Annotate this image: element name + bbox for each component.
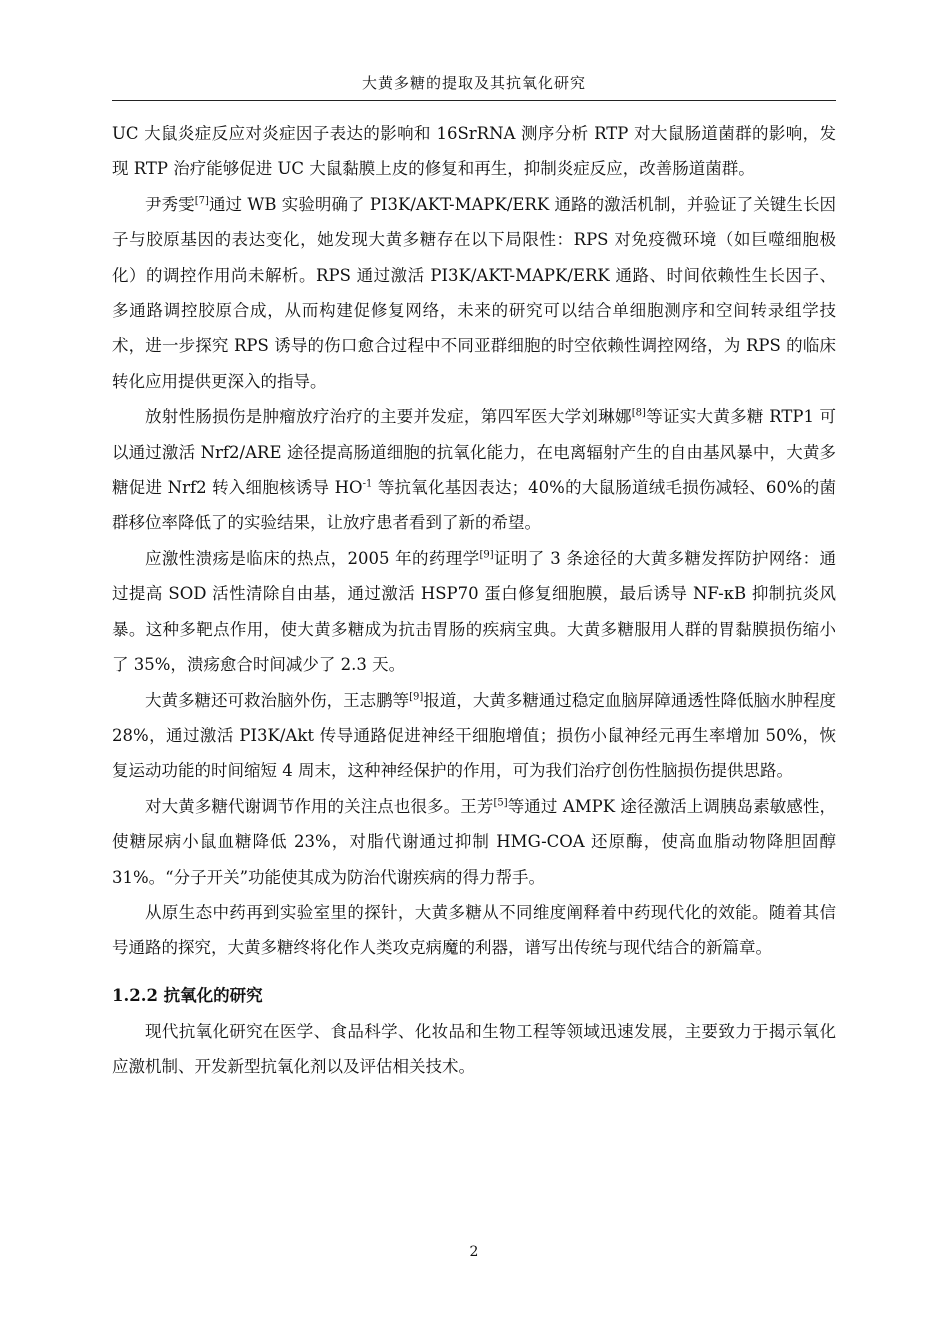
paragraph-3-text-a: 放射性肠损伤是肿瘤放疗治疗的主要并发症，第四军医大学刘琳娜 [145,407,632,427]
paragraph-5-text-a: 大黄多糖还可救治脑外伤，王志鹏等 [145,690,410,710]
paragraph-3-text-c: 等抗氧化基因表达；40%的大鼠肠道绒毛损伤减轻、60%的菌群移位率降低了的实验结果，让放疗患者看到了新的希望。 [112,478,836,533]
header-rule [112,100,836,101]
paragraph-4-text-b: 证明了 3 条途径的大黄多糖发挥防护网络：通过提高 SOD 活性清除自由基，通过激活 HSP70 蛋白修复细胞膜，最后诱导 NF-κB 抑制抗炎风暴。这种多靶点作用，使大黄多糖成为抗击胃肠的疾病宝典。大黄多糖服用人群的胃黏膜损伤缩小了 35%，溃疡愈合时间减少了 2.3 天。 [112,548,836,675]
paragraph-6-text-b: 等通过 AMPK 途径激活上调胰岛素敏感性，使糖尿病小鼠血糖降低 23%，对脂代谢通过抑制 HMG-COA 还原酶，使高血脂动物降胆固醇 31%。“分子开关”功能使其成为防治代谢疾病的得力帮手。 [112,796,836,887]
citation-5: [5] [493,797,508,809]
page-number: 2 [469,1244,479,1260]
paragraph-7: 从原生态中药再到实验室里的探针，大黄多糖从不同维度阐释着中药现代化的效能。随着其信号通路的探究，大黄多糖终将化作人类攻克病魔的利器，谱写出传统与现代结合的新篇章。 [112,902,836,958]
section-heading: 1.2.2 抗氧化的研究 [112,985,263,1005]
paragraph-3 [112,399,836,541]
citation-9: [9] [479,549,494,561]
running-header: 大黄多糖的提取及其抗氧化研究 [361,74,586,92]
citation-9b: [9] [409,691,424,702]
superscript-minus-1: -1 [362,478,373,490]
citation-8: [8] [631,407,646,419]
section-paragraph: 现代抗氧化研究在医学、食品科学、化妆品和生物工程等领域迅速发展，主要致力于揭示氧化应激机制、开发新型抗氧化剂以及评估相关技术。 [112,1021,836,1077]
paragraph-2-text-b: 通过 WB 实验明确了 PI3K/AKT-MAPK/ERK 通路的激活机制，并验证了关键生长因子与胶原基因的表达变化，她发现大黄多糖存在以下局限性：RPS 对免疫微环境（如巨噬细胞极化）的调控作用尚未解析。RPS 通过激活 PI3K/AKT-MAPK/ERK 通路、时间依赖性生长因子、多通路调控胶原合成，从而构建促修复网络，未来的研究可以结合单细胞测序和空间转录组学技术，进一步探究 RPS 诱导的伤口愈合过程中不同亚群细胞的时空依赖性调控网络，为 RPS 的临床转化应用提供更深入的指导。 [112,194,837,391]
paragraph-4 [112,541,836,683]
paragraph-2-text-a: 尹秀雯 [145,194,195,214]
citation-7: [7] [194,195,209,207]
page-body [112,116,836,1085]
paragraph-6-text-a: 对大黄多糖代谢调节作用的关注点也很多。王芳 [145,796,494,816]
paragraph-6 [112,789,836,895]
paragraph-3-text-b: 等证实大黄多糖 RTP1 可以通过激活 Nrf2/ARE 途径提高肠道细胞的抗氧化能力，在电离辐射产生的自由基风暴中，大黄多糖促进 Nrf2 转入细胞核诱导 HO [112,407,836,498]
paragraph-2 [112,187,836,399]
paragraph-5 [112,683,836,789]
paragraph-4-text-a: 应激性溃疡是临床的热点，2005 年的药理学 [145,548,480,568]
paragraph-5-text-b: 报道，大黄多糖通过稳定血脑屏障通透性降低脑水肿程度 28%，通过激活 PI3K/Akt 传导通路促进神经干细胞增值；损伤小鼠神经元再生率增加 50%，恢复运动功能的时间缩短 4 周末，这种神经保护的作用，可为我们治疗创伤性脑损伤提供思路。 [112,690,837,781]
paragraph-1: UC 大鼠炎症反应对炎症因子表达的影响和 16SrRNA 测序分析 RTP 对大鼠肠道菌群的影响，发现 RTP 治疗能够促进 UC 大鼠黏膜上皮的修复和再生，抑制炎症反应，改善肠道菌群。 [112,124,836,179]
